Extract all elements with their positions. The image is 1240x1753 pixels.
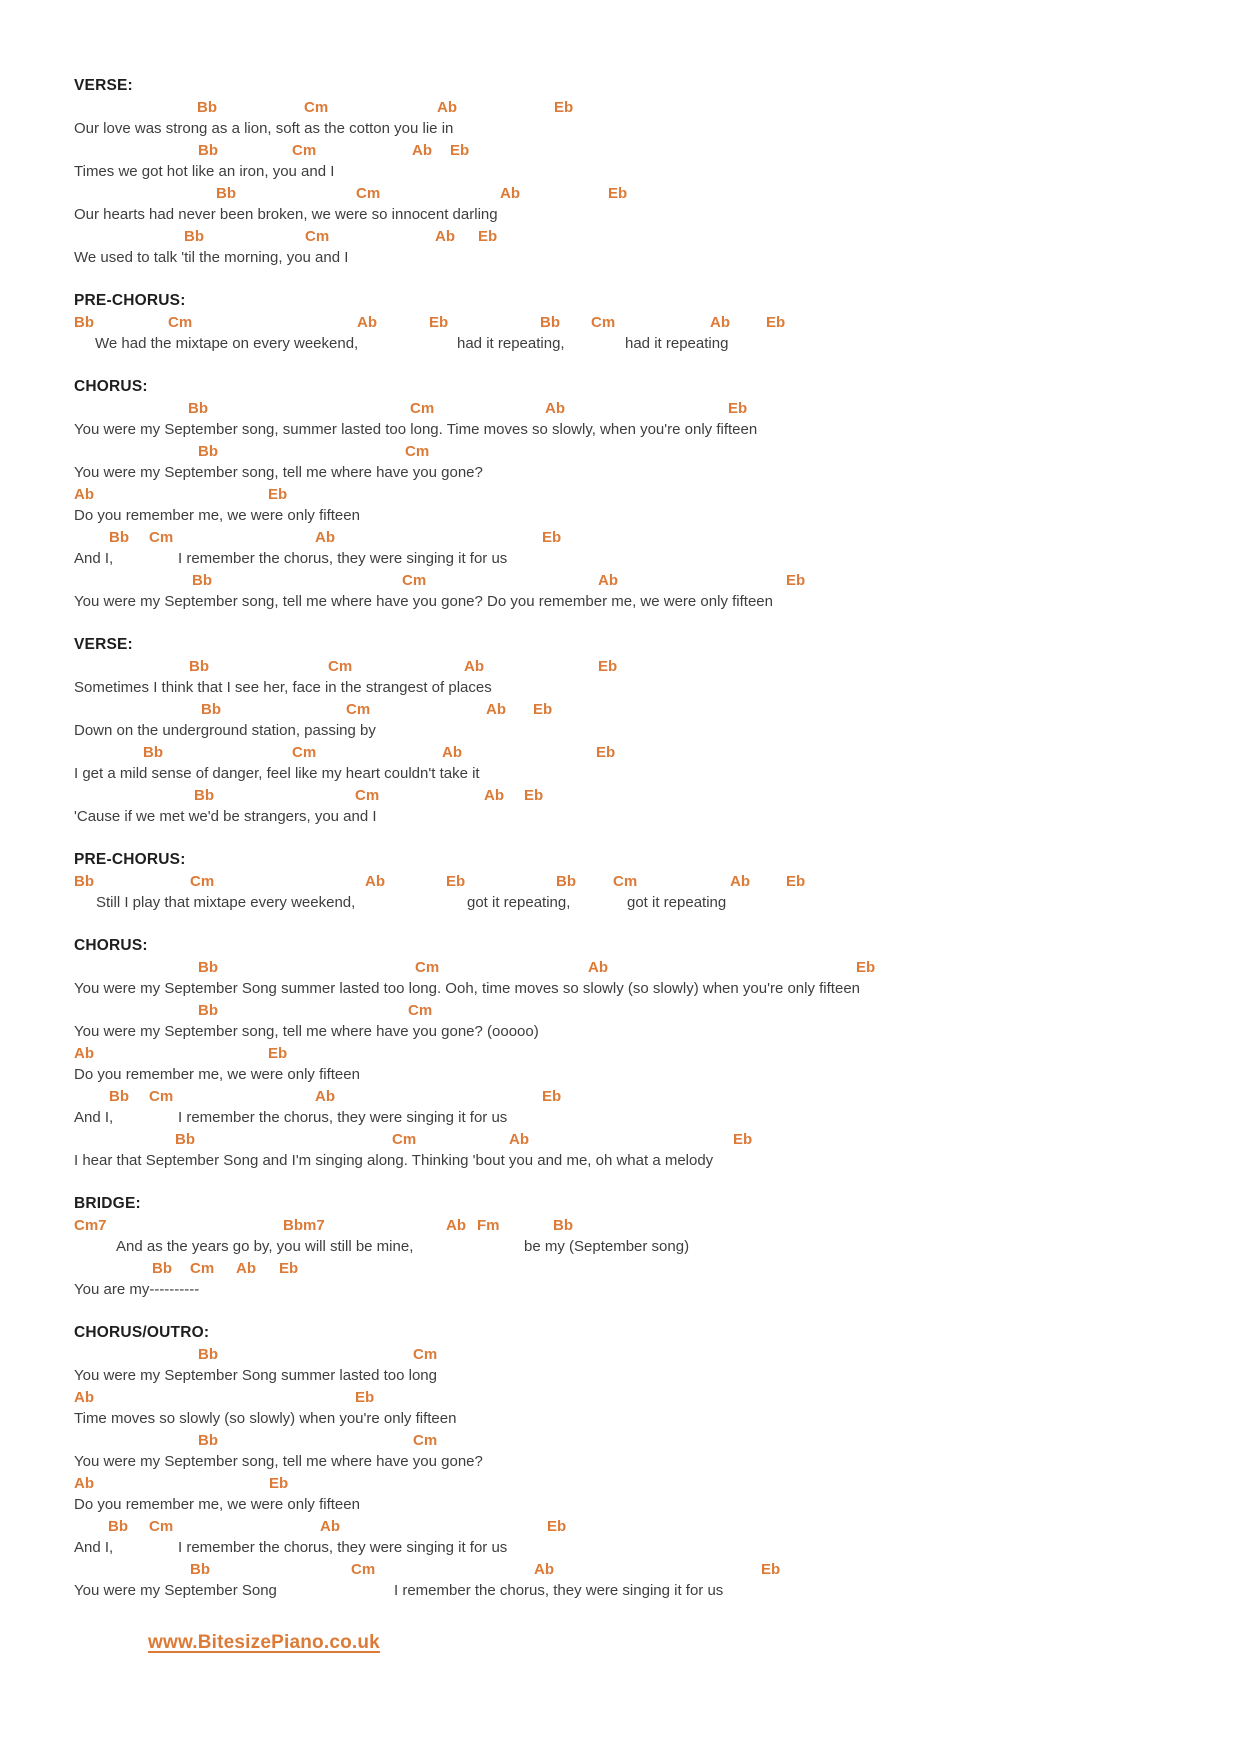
chord-label: Eb — [608, 184, 628, 202]
chord-row — [74, 1129, 1194, 1151]
lyric-segment: You were my September Song — [74, 1582, 277, 1599]
chord-label: Ab — [464, 657, 484, 675]
lyric-row — [74, 204, 1194, 226]
section-heading: BRIDGE: — [74, 1195, 141, 1212]
lyric-segment: I get a mild sense of danger, feel like my heart couldn't take it — [74, 765, 480, 782]
chord-label: Bb — [74, 872, 94, 890]
chord-label: Cm — [410, 399, 435, 417]
chord-row — [74, 1473, 1194, 1495]
lyric-row — [74, 720, 1194, 742]
chord-label: Ab — [365, 872, 385, 890]
lyric-segment: And I, — [74, 550, 114, 567]
lyric-segment: Do you remember me, we were only fifteen — [74, 507, 360, 524]
lyric-segment: And I, — [74, 1539, 114, 1556]
chord-label: Cm — [149, 1517, 174, 1535]
footer — [148, 1632, 1200, 1654]
chord-label: Cm — [168, 313, 193, 331]
chord-label: Ab — [315, 528, 335, 546]
chord-label: Ab — [500, 184, 520, 202]
chord-label: Bb — [198, 1345, 218, 1363]
lyric-segment: And I, — [74, 1109, 114, 1126]
lyric-row — [74, 1236, 1194, 1258]
section-heading: CHORUS: — [74, 378, 148, 395]
chord-label: Cm — [405, 442, 430, 460]
chord-row — [74, 1387, 1194, 1409]
chord-row — [74, 1430, 1194, 1452]
chord-label: Bb — [188, 399, 208, 417]
chord-row — [74, 527, 1194, 549]
chord-label: Cm — [149, 1087, 174, 1105]
lyric-segment: And as the years go by, you will still be mine, — [116, 1238, 414, 1255]
chord-row — [74, 785, 1194, 807]
chord-label: Bb — [194, 786, 214, 804]
chord-label: Bb — [198, 958, 218, 976]
chord-label: Bb — [74, 313, 94, 331]
song-section — [74, 290, 1200, 355]
chord-row — [74, 398, 1194, 420]
lyric-segment: You are my---------- — [74, 1281, 200, 1298]
lyric-row — [74, 1365, 1194, 1387]
chord-label: Eb — [268, 1044, 288, 1062]
chord-label: Eb — [542, 528, 562, 546]
chord-label: Bb — [198, 442, 218, 460]
chord-label: Cm — [190, 872, 215, 890]
lyric-segment: You were my September song, tell me where have you gone? — [74, 464, 483, 481]
chord-label: Ab — [74, 1044, 94, 1062]
lyric-segment: Do you remember me, we were only fifteen — [74, 1066, 360, 1083]
chord-label: Cm — [149, 528, 174, 546]
chord-label: Eb — [279, 1259, 299, 1277]
chord-row — [74, 484, 1194, 506]
lyric-row — [74, 1451, 1194, 1473]
section-heading: VERSE: — [74, 636, 133, 653]
lyric-segment: Still I play that mixtape every weekend, — [96, 894, 356, 911]
chord-label: Cm — [351, 1560, 376, 1578]
chord-row — [74, 97, 1194, 119]
lyric-segment: Our love was strong as a lion, soft as the cotton you lie in — [74, 120, 454, 137]
chord-label: Eb — [786, 872, 806, 890]
chord-label: Cm — [402, 571, 427, 589]
chord-label: Eb — [766, 313, 786, 331]
chord-label: Cm — [392, 1130, 417, 1148]
song-section — [74, 75, 1200, 269]
chord-row — [74, 1000, 1194, 1022]
chord-label: Bb — [175, 1130, 195, 1148]
chord-label: Eb — [856, 958, 876, 976]
chord-label: Eb — [524, 786, 544, 804]
chord-label: Cm — [304, 98, 329, 116]
chord-label: Bb — [201, 700, 221, 718]
chord-label: Eb — [596, 743, 616, 761]
song-section — [74, 1193, 1200, 1301]
lyric-segment: You were my September Song summer lasted too long. Ooh, time moves so slowly (so slowly) when you're only fifteen — [74, 980, 860, 997]
chord-label: Eb — [554, 98, 574, 116]
chord-label: Ab — [509, 1130, 529, 1148]
section-heading: PRE-CHORUS: — [74, 851, 186, 868]
chord-label: Bbm7 — [283, 1216, 325, 1234]
chord-label: Bb — [109, 528, 129, 546]
lyric-segment: Our hearts had never been broken, we were so innocent darling — [74, 206, 498, 223]
song-sections — [74, 75, 1200, 1602]
chord-label: Bb — [109, 1087, 129, 1105]
chord-row — [74, 957, 1194, 979]
chord-label: Eb — [478, 227, 498, 245]
lyric-segment: Times we got hot like an iron, you and I — [74, 163, 335, 180]
chord-label: Eb — [355, 1388, 375, 1406]
lyric-row — [74, 1494, 1194, 1516]
chord-label: Cm — [355, 786, 380, 804]
chord-label: Cm — [356, 184, 381, 202]
chord-label: Eb — [450, 141, 470, 159]
chord-label: Eb — [269, 1474, 289, 1492]
chord-label: Cm7 — [74, 1216, 107, 1234]
section-heading: PRE-CHORUS: — [74, 292, 186, 309]
footer-website-link[interactable]: www.BitesizePiano.co.uk — [148, 1631, 380, 1653]
chord-label: Eb — [547, 1517, 567, 1535]
chord-label: Cm — [190, 1259, 215, 1277]
chord-row — [74, 1258, 1194, 1280]
chord-label: Ab — [545, 399, 565, 417]
lyric-row — [74, 1580, 1194, 1602]
chord-row — [74, 742, 1194, 764]
lyric-row — [74, 978, 1194, 1000]
chord-label: Ab — [486, 700, 506, 718]
lyric-segment: You were my September Song summer lasted too long — [74, 1367, 437, 1384]
chord-row — [74, 312, 1194, 334]
chord-row — [74, 1344, 1194, 1366]
chord-label: Eb — [429, 313, 449, 331]
chord-row — [74, 441, 1194, 463]
chord-label: Eb — [786, 571, 806, 589]
chord-label: Bb — [189, 657, 209, 675]
section-heading: VERSE: — [74, 77, 133, 94]
song-section — [74, 849, 1200, 914]
chord-label: Eb — [446, 872, 466, 890]
song-section — [74, 1322, 1200, 1602]
chord-label: Ab — [357, 313, 377, 331]
section-heading: CHORUS/OUTRO: — [74, 1324, 210, 1341]
lyric-row — [74, 1064, 1194, 1086]
chord-label: Ab — [588, 958, 608, 976]
chord-label: Cm — [415, 958, 440, 976]
lyric-row — [74, 1021, 1194, 1043]
lyric-segment: had it repeating — [625, 335, 729, 352]
lyric-row — [74, 806, 1194, 828]
chord-label: Fm — [477, 1216, 500, 1234]
chord-label: Eb — [761, 1560, 781, 1578]
chord-row — [74, 656, 1194, 678]
chord-row — [74, 871, 1194, 893]
chord-label: Eb — [598, 657, 618, 675]
chord-label: Ab — [74, 1474, 94, 1492]
lyric-segment: You were my September song, tell me where have you gone? Do you remember me, we were only fifteen — [74, 593, 773, 610]
chord-label: Cm — [346, 700, 371, 718]
chord-label: Eb — [268, 485, 288, 503]
chord-label: Ab — [236, 1259, 256, 1277]
chord-label: Ab — [315, 1087, 335, 1105]
chord-label: Bb — [198, 1001, 218, 1019]
chord-row — [74, 1043, 1194, 1065]
chord-label: Ab — [74, 485, 94, 503]
chord-label: Cm — [408, 1001, 433, 1019]
chord-label: Ab — [446, 1216, 466, 1234]
chord-label: Cm — [292, 141, 317, 159]
chord-label: Bb — [553, 1216, 573, 1234]
chord-label: Eb — [533, 700, 553, 718]
lyric-row — [74, 1150, 1194, 1172]
chord-row — [74, 699, 1194, 721]
lyric-row — [74, 591, 1194, 613]
chord-row — [74, 1516, 1194, 1538]
lyric-segment: Down on the underground station, passing by — [74, 722, 376, 739]
song-section — [74, 634, 1200, 828]
lyric-row — [74, 763, 1194, 785]
lyric-row — [74, 1537, 1194, 1559]
lyric-segment: Sometimes I think that I see her, face in the strangest of places — [74, 679, 492, 696]
chord-label: Cm — [613, 872, 638, 890]
chord-row — [74, 140, 1194, 162]
lyric-segment: Time moves so slowly (so slowly) when you're only fifteen — [74, 1410, 457, 1427]
chord-label: Ab — [484, 786, 504, 804]
chord-label: Bb — [540, 313, 560, 331]
lyric-row — [74, 677, 1194, 699]
chord-label: Ab — [730, 872, 750, 890]
lyric-row — [74, 333, 1194, 355]
chord-label: Ab — [710, 313, 730, 331]
chord-label: Cm — [413, 1345, 438, 1363]
lyric-row — [74, 1279, 1194, 1301]
lyric-segment: You were my September song, summer lasted too long. Time moves so slowly, when you're only fifteen — [74, 421, 758, 438]
chord-label: Cm — [292, 743, 317, 761]
lyric-segment: I remember the chorus, they were singing it for us — [178, 1109, 508, 1126]
lyric-segment: You were my September song, tell me where have you gone? — [74, 1453, 483, 1470]
lyric-segment: We had the mixtape on every weekend, — [95, 335, 359, 352]
lyric-row — [74, 892, 1194, 914]
chord-label: Bb — [143, 743, 163, 761]
lyric-segment: I hear that September Song and I'm singing along. Thinking 'bout you and me, oh what a melody — [74, 1152, 714, 1169]
chord-row — [74, 1086, 1194, 1108]
lyric-segment: got it repeating — [627, 894, 727, 911]
chord-row — [74, 183, 1194, 205]
chord-label: Bb — [216, 184, 236, 202]
lyric-segment: had it repeating, — [457, 335, 565, 352]
chord-label: Bb — [108, 1517, 128, 1535]
lyric-row — [74, 161, 1194, 183]
chord-label: Bb — [198, 141, 218, 159]
chord-label: Ab — [435, 227, 455, 245]
chord-label: Eb — [542, 1087, 562, 1105]
lyric-segment: I remember the chorus, they were singing it for us — [178, 1539, 508, 1556]
song-section — [74, 376, 1200, 613]
lyric-row — [74, 419, 1194, 441]
lyric-segment: We used to talk 'til the morning, you and I — [74, 249, 349, 266]
lyric-row — [74, 247, 1194, 269]
chord-label: Ab — [320, 1517, 340, 1535]
lyric-segment: I remember the chorus, they were singing it for us — [178, 550, 508, 567]
chord-label: Bb — [198, 1431, 218, 1449]
chord-label: Bb — [197, 98, 217, 116]
lyric-segment: You were my September song, tell me where have you gone? (ooooo) — [74, 1023, 539, 1040]
lyric-row — [74, 118, 1194, 140]
lyric-row — [74, 1107, 1194, 1129]
chord-label: Bb — [556, 872, 576, 890]
chord-label: Ab — [437, 98, 457, 116]
chord-label: Cm — [328, 657, 353, 675]
chord-row — [74, 1215, 1194, 1237]
lyric-segment: I remember the chorus, they were singing it for us — [394, 1582, 724, 1599]
chord-row — [74, 1559, 1194, 1581]
chord-label: Bb — [152, 1259, 172, 1277]
chord-label: Ab — [534, 1560, 554, 1578]
chord-label: Ab — [412, 141, 432, 159]
chord-label: Cm — [305, 227, 330, 245]
lyric-segment: Do you remember me, we were only fifteen — [74, 1496, 360, 1513]
chord-label: Bb — [184, 227, 204, 245]
chord-label: Ab — [598, 571, 618, 589]
chord-label: Cm — [413, 1431, 438, 1449]
chord-label: Cm — [591, 313, 616, 331]
chord-label: Eb — [733, 1130, 753, 1148]
lyric-row — [74, 1408, 1194, 1430]
lyric-segment: got it repeating, — [467, 894, 571, 911]
song-section — [74, 935, 1200, 1172]
lyric-row — [74, 548, 1194, 570]
chord-label: Bb — [192, 571, 212, 589]
chord-row — [74, 226, 1194, 248]
lyric-row — [74, 505, 1194, 527]
lyric-segment: 'Cause if we met we'd be strangers, you and I — [74, 808, 377, 825]
chord-row — [74, 570, 1194, 592]
chord-label: Bb — [190, 1560, 210, 1578]
chord-label: Ab — [74, 1388, 94, 1406]
chord-label: Eb — [728, 399, 748, 417]
chord-label: Ab — [442, 743, 462, 761]
section-heading: CHORUS: — [74, 937, 148, 954]
lyric-row — [74, 462, 1194, 484]
lyric-segment: be my (September song) — [524, 1238, 690, 1255]
